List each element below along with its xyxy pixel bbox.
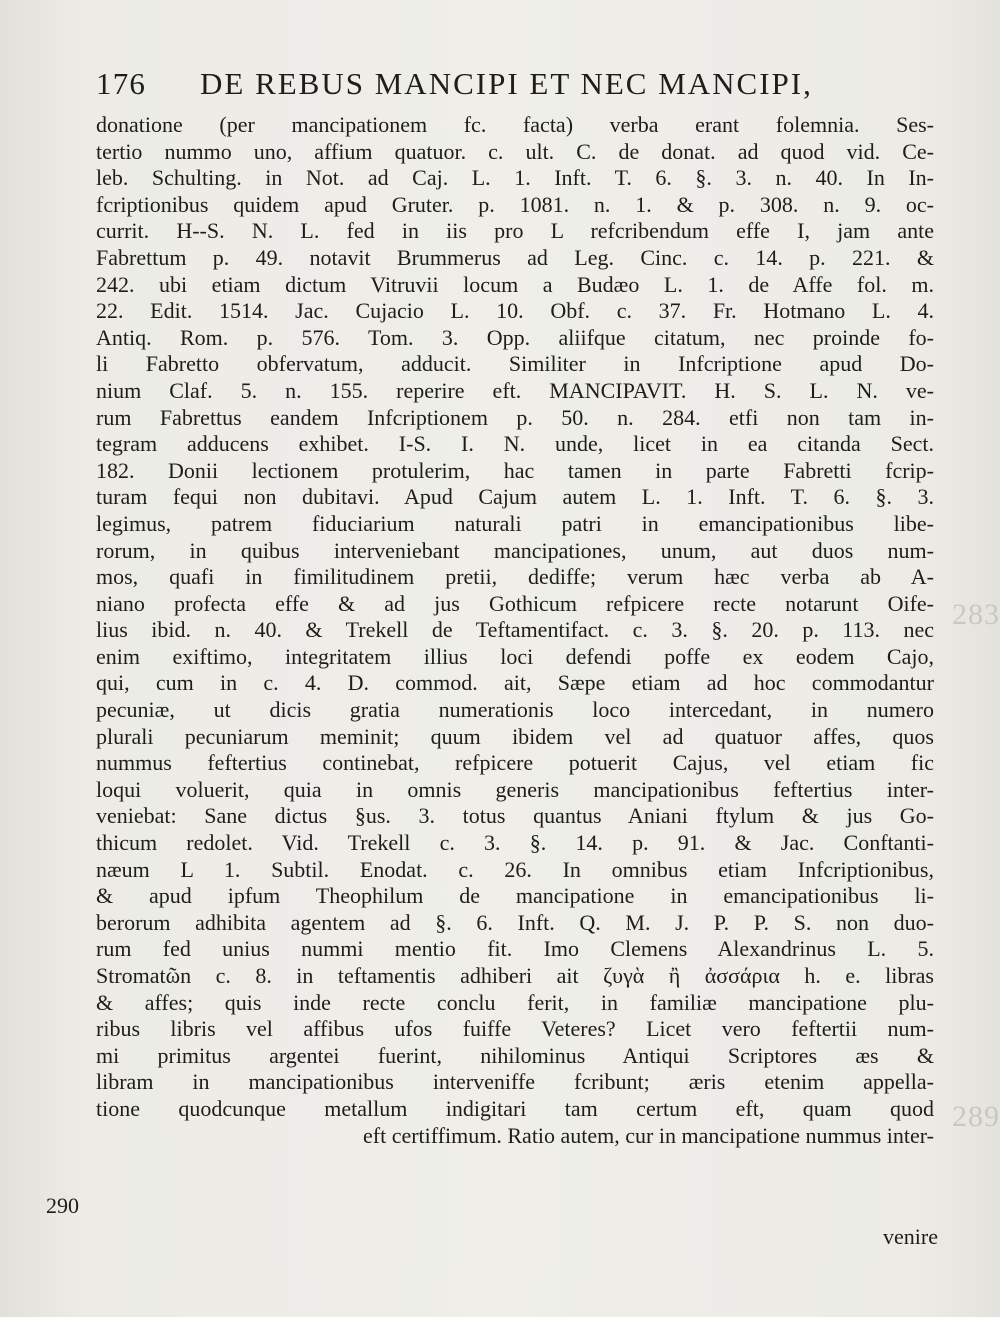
text-line: tegram adducens exhibet. I-S. I. N. unde, licet in ea citanda Sect. xyxy=(96,431,934,457)
text-line: 22. Edit. 1514. Jac. Cujacio L. 10. Obf. c. 37. Fr. Hotmano L. 4. xyxy=(96,298,934,324)
text-line: Stromatῶn c. 8. in teftamentis adhiberi ait ζυγὰ ἢ ἀσσάρια h. e. libras xyxy=(96,963,934,988)
text-line: turam fequi non dubitavi. Apud Cajum autem L. 1. Inft. T. 6. §. 3. xyxy=(96,484,934,510)
text-line: legimus, patrem fiduciarium naturali patri in emancipationibus libe- xyxy=(96,510,934,536)
text-line: li Fabretto obfervatum, adducit. Similiter in Infcriptione apud Do- xyxy=(96,351,934,377)
text-line: pecuniæ, ut dicis gratia numerationis loco intercedant, in numero xyxy=(96,697,934,723)
text-line: libram in mancipationibus interveniffe fcribunt; æris etenim appella- xyxy=(96,1069,934,1095)
text-line: mos, quafi in fimilitudinem pretii, dediffe; verum hæc verba ab A- xyxy=(96,564,934,590)
text-line: rum Fabrettus eandem Infcriptionem p. 50. n. 284. etfi non tam in- xyxy=(96,404,934,430)
text-line: berorum adhibita agentem ad §. 6. Inft. Q. M. J. P. P. S. non duo- xyxy=(96,909,934,935)
text-line: Fabrettum p. 49. notavit Brummerus ad Leg. Cinc. c. 14. p. 221. & xyxy=(96,244,934,270)
text-line: enim exiftimo, integritatem illius loci defendi poffe ex eodem Cajo, xyxy=(96,643,934,669)
text-line: ribus libris vel affibus ufos fuiffe Veteres? Licet vero feftertii num- xyxy=(96,1016,934,1042)
running-header xyxy=(96,66,936,106)
body-text xyxy=(96,112,934,1149)
text-line: thicum redolet. Vid. Trekell c. 3. §. 14. p. 91. & Jac. Conftanti- xyxy=(96,830,934,856)
text-line: rum fed unius nummi mentio fit. Imo Clemens Alexandrinus L. 5. xyxy=(96,936,934,962)
text-line: fcriptionibus quidem apud Gruter. p. 1081. n. 1. & p. 308. n. 9. oc- xyxy=(96,191,934,217)
page-number: 176 xyxy=(96,66,147,101)
text-line: tione quodcunque metallum indigitari tam certum eft, quam quod xyxy=(96,1095,934,1121)
text-line: tertio nummo uno, affium quatuor. c. ult. C. de donat. ad quod vid. Ce- xyxy=(96,138,934,164)
text-line: loqui voluerit, quia in omnis generis mancipationibus feftertius inter- xyxy=(96,776,934,802)
catchword: venire xyxy=(883,1224,938,1249)
running-title: DE REBUS MANCIPI ET NEC MANCIPI, xyxy=(200,66,813,101)
text-line: næum L 1. Subtil. Enodat. c. 26. In omnibus etiam Infcriptionibus, xyxy=(96,856,934,882)
text-line: qui, cum in c. 4. D. commod. ait, Sæpe etiam ad hoc commodantur xyxy=(96,670,934,696)
text-line: rorum, in quibus interveniebant mancipationes, unum, aut duos num- xyxy=(96,537,934,563)
text-line: nium Claf. 5. n. 155. reperire eft. MANCIPAVIT. H. S. L. N. ve- xyxy=(96,377,934,403)
text-line: niano profecta effe & ad jus Gothicum refpicere recte notarunt Oife- xyxy=(96,590,934,616)
text-line: veniebat: Sane dictus §us. 3. totus quantus Aniani ftylum & jus Go- xyxy=(96,803,934,829)
text-line: plurali pecuniarum meminit; quum ibidem vel ad quatuor affes, quos xyxy=(96,723,934,749)
bleed-through-number: 283 xyxy=(952,598,1000,631)
margin-section-number: 290 xyxy=(46,1193,79,1218)
text-line: & affes; quis inde recte conclu ferit, in familiæ mancipatione plu- xyxy=(96,989,934,1015)
text-line: eft certiffimum. Ratio autem, cur in mancipatione nummus inter- xyxy=(363,1122,934,1148)
text-line: leb. Schulting. in Not. ad Caj. L. 1. Inft. T. 6. §. 3. n. 40. In In- xyxy=(96,165,934,191)
text-line: donatione (per mancipationem fc. facta) verba erant folemnia. Ses- xyxy=(96,112,934,137)
text-line: mi primitus argentei fuerint, nihilominus Antiqui Scriptores æs & xyxy=(96,1042,934,1068)
text-line: 182. Donii lectionem protulerim, hac tamen in parte Fabretti fcrip- xyxy=(96,457,934,483)
text-line: 242. ubi etiam dictum Vitruvii locum a Budæo L. 1. de Affe fol. m. xyxy=(96,271,934,297)
text-line: Antiq. Rom. p. 576. Tom. 3. Opp. aliifque citatum, nec proinde fo- xyxy=(96,324,934,350)
bleed-through-number: 289 xyxy=(952,1100,1000,1133)
text-line: lius ibid. n. 40. & Trekell de Teftamentifact. c. 3. §. 20. p. 113. nec xyxy=(96,617,934,643)
text-line: currit. H--S. N. L. fed in iis pro L refcribendum effe I, jam ante xyxy=(96,218,934,244)
text-line: nummus feftertius continebat, refpicere potuerit Cajus, vel etiam fic xyxy=(96,750,934,776)
text-line: & apud ipfum Theophilum de mancipatione in emancipationibus li- xyxy=(96,883,934,909)
